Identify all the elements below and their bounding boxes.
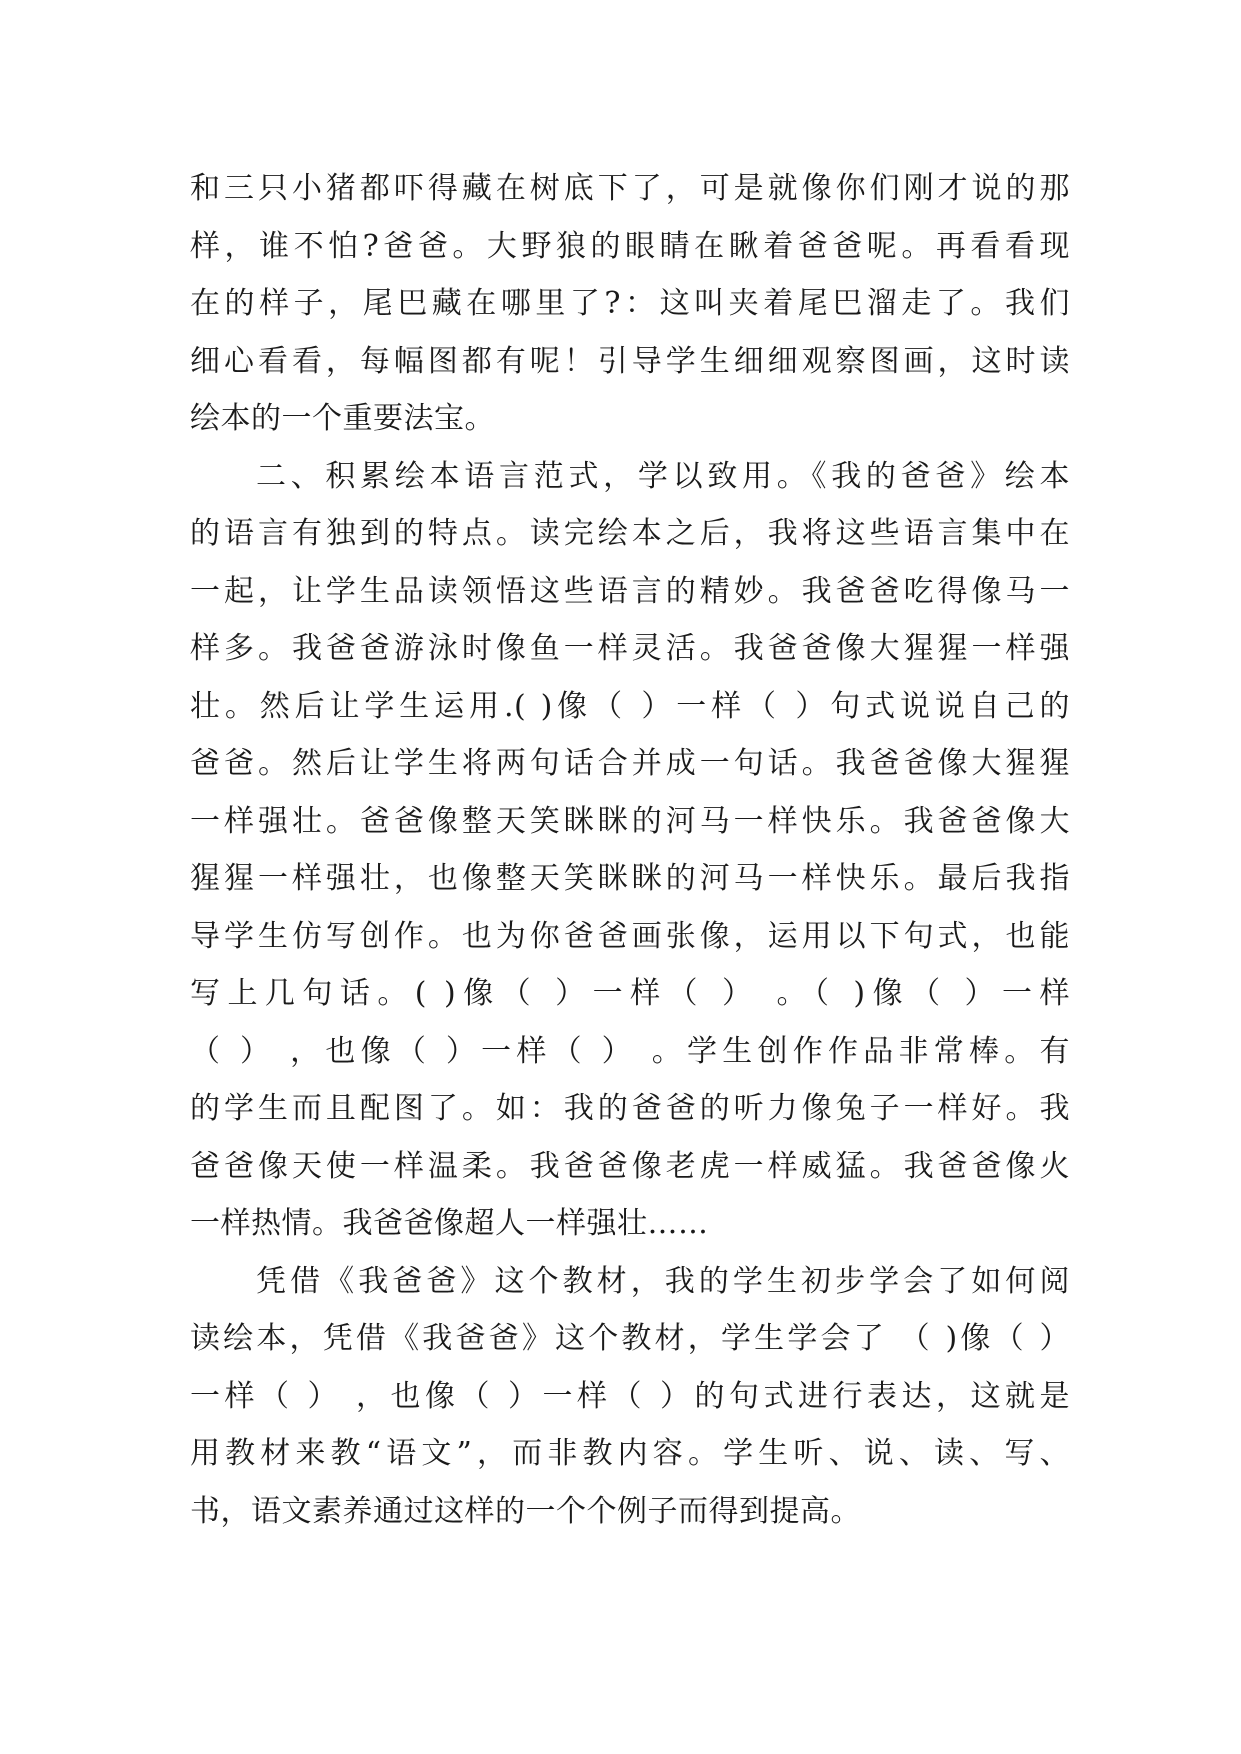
text-line: 细心看看，每幅图都有呢！引导学生细细观察图画，这时读 (190, 343, 1070, 379)
text-line: 书，语文素养通过这样的一个个例子而得到提高。 (190, 1493, 861, 1529)
text-line: 用教材来教“语文”，而非教内容。学生听、说、读、写、 (190, 1436, 1070, 1471)
text-line: 壮。然后让学生运用.( )像（ ）一样（ ）句式说说自己的 (190, 688, 1070, 724)
text-line: 写上几句话。( )像（ ）一样（ ） 。（ )像（ ）一样 (190, 976, 1070, 1011)
text-line: 一样热情。我爸爸像超人一样强壮…… (190, 1206, 709, 1241)
text-line: （ ） ，也像（ ）一样（ ） 。学生创作作品非常棒。有 (190, 1033, 1070, 1069)
text-line: 一样强壮。爸爸像整天笑眯眯的河马一样快乐。我爸爸像大 (190, 803, 1070, 839)
paragraph-start-line: 二、积累绘本语言范式，学以致用。《我的爸爸》绘本 (256, 458, 1070, 494)
text-line: 样，谁不怕?爸爸。大野狼的眼睛在瞅着爸爸呢。再看看现 (190, 228, 1070, 264)
text-line: 一样（ ） ，也像（ ）一样（ ）的句式进行表达，这就是 (190, 1378, 1070, 1414)
text-line: 和三只小猪都吓得藏在树底下了，可是就像你们刚才说的那 (190, 171, 1070, 206)
text-line: 爸爸。然后让学生将两句话合并成一句话。我爸爸像大猩猩 (190, 746, 1070, 781)
text-line: 在的样子，尾巴藏在哪里了?：这叫夹着尾巴溜走了。我们 (190, 286, 1070, 321)
text-line: 的学生而且配图了。如：我的爸爸的听力像兔子一样好。我 (190, 1091, 1070, 1126)
text-line: 样多。我爸爸游泳时像鱼一样灵活。我爸爸像大猩猩一样强 (190, 631, 1070, 666)
text-line: 读绘本，凭借《我爸爸》这个教材，学生学会了 （ )像（ ） (190, 1321, 1070, 1356)
text-line: 绘本的一个重要法宝。 (190, 401, 495, 436)
text-line: 爸爸像天使一样温柔。我爸爸像老虎一样威猛。我爸爸像火 (190, 1148, 1070, 1184)
text-line: 导学生仿写创作。也为你爸爸画张像，运用以下句式，也能 (190, 918, 1070, 954)
paragraph-start-line: 凭借《我爸爸》这个教材，我的学生初步学会了如何阅 (256, 1263, 1070, 1299)
text-line: 猩猩一样强壮，也像整天笑眯眯的河马一样快乐。最后我指 (190, 861, 1070, 896)
text-line: 一起，让学生品读领悟这些语言的精妙。我爸爸吃得像马一 (190, 573, 1070, 609)
body-text (190, 160, 1070, 1540)
text-line: 的语言有独到的特点。读完绘本之后，我将这些语言集中在 (190, 516, 1070, 551)
